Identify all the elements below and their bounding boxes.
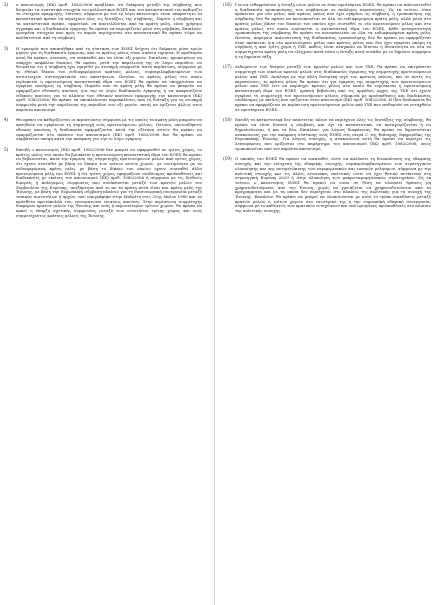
paragraph-text: ο κανονισμός (ΕΚ) αριθ. 1082/2006 προβλέπει ότι διάκριση μεταξύ της σύμβασης που δεσμεύει τα συστατικά στοιχεία του μελλοντικού ΕΟΕΣ και του καταστατικού του καθορίζει τα στοιχεία εφαρμογής. Ωστόσο, σύμφωνα με τον εν λόγω κανονισμό, είναι απαραίτητο τα καταστατικά πρέπει να περιέχουν όλες τις διατάξεις της σύμβασης. Παρότι η σύμβαση και τα καταστατικά πρέπει, αμφότερα, να αποτελλόνται από τα κράτη μέλη, είναι χρήσιμο έγγραφα και η διαδικασία έγκρισης θα πρέπει να περιορίζεται μόνο στη σύμβαση. Επιπλέον, ορισμένα στοιχεία που προς το παρόν περιέχονται στο καταστατικό θα πρέπει τώρα να καλύπτονται από τη σύμβαση.: [16, 2, 202, 40]
paragraph-number: (17): [223, 64, 232, 70]
paragraph-text: Δεδομένων των δεσμών μεταξύ των κρατών μελών και των ΥΧΕ, θα πρέπει να επιτρέπεται συμμετοχή των οικείων κρατών μελών στις διαδικασίες έγκρισης της συμμετοχής προτεινόμενων μελών από ΥΧΕ. Ανάλογα με την άλλη δυνητική ισχύ του κράτους μέλους, και σε αυτές τις περιπτώσεις, το κράτος μέλος θα πρέπει ότι για έγκριση της συμμετοχής των προτεινόμενων μελών από ΥΧΕ είτε να παράσχει κράτος μέλος στο οποίο θα ευρίσκεται η προτεινόμενη καταστατική έδρα του ΕΟΕΣ, γραπτή βεβαίωση από τις αρμόδιες αρχές της ΥΧΕ ότι έχουν εγκρίνει τη συμμετοχή του προτεινόμενου μέλους σύμφωνα με προϋποθέσεις και διαδικασίες ισοδύναμες με εκείνες που ορίζονται στον κανονισμό (ΕΚ) αριθ. 1082/2006. Η ίδια διαδικασία θα πρέπει να εφαρμόζεται σε περίπτωση προτεινόμενων μελών από ΥΧΕ που επιθυμούν να ενταχθούν σε υφιστάμενο ΕΟΕΣ.: [235, 64, 431, 112]
paragraph: [4, 3, 202, 41]
paragraph-number: (19): [223, 156, 232, 162]
paragraph: [223, 65, 431, 112]
paragraph-number: (18): [223, 117, 232, 123]
paragraph: [4, 118, 202, 142]
paragraph-text: Επειδή τα καταστατικά δεν απαιτείται πλέον να περιέχουν όλες τις διατάξεις της σύμβασης, θα πρέπει να είναι δυνατό η σύμβαση, και όχι τα καταστατικά, να καταχωρίζονται ή να δημοσιεύονται, ή και τα δύο. Επιπλέον, για λόγους διαφάνειας, θα πρέπει να δημοσιεύεται ανακοίνωση για την απόφαση σύστασης ενός ΕΟΕΣ στη σειρά C της Επίσημης Εφημερίδας της Ευρωπαϊκής Ένωσης. Για λόγους συνοχής, η ανακοίνωση αυτή θα πρέπει να περιέχει τις λεπτομέρειες που ορίζονται στο παράρτημα του κανονισμού (ΕΚ) αριθ. 1082/2006, όπως τροποποιείται από τον παρόντα κανονισμό.: [235, 117, 431, 151]
paragraph: [4, 148, 202, 219]
paragraph-number: 3): [4, 45, 9, 51]
paragraph-text: Θα πρέπει να καθορίζονται οι περιπτώσεις σύμφωνα με τις οποίες τα κράτη μέλη μπορούν να αρνηθούν να εγκρίνουν τη συμμετοχή ενός προτεινόμενου μέλους. Ωστόσο, οποιοσδήποτε εθνικός κανόνας ή διαδικασία εφαρμόζονται κατά την εξέταση αυτών θα πρέπει να εφαρμόζονται στο πλαίσιο του κανονισμού (ΕΚ) αριθ. 1082/2006 δεν θα πρέπει να λαμβάνεται υπόψη κατά την απόφαση για την εν λόγω έγκριση.: [16, 117, 202, 142]
paragraph: [223, 3, 431, 59]
paragraph-number: 2): [4, 2, 9, 7]
paragraph: [4, 47, 202, 113]
paragraph-text: Η εμπειρία που αποκτήθηκε από τη σύσταση των ΕΟΕΣ δείχνει ότι διάρκεια μόνο τριών μηνών για τη διαδικασία έγκρισης από το κράτος μέλος είναι σπάνια τηρητέα. Η προθεσμία αυτή θα πρέπει, συνεπώς, να επεκταθεί και να είναι εξι μηνών. Επιπλέον, προκειμένου να υπάρχει ασφάλεια δικαίου, θα πρέπει, μετά την παρέλευση της εν λόγω περιόδου, να θεωρείται ότι η σύμβαση έχει εγκριθεί με σιωπηρή συμφωνία, κατά περίπτωση, σύμφωνα με το εθνικό δίκαιο του ενδιαφερόμενου κράτους μέλους, συμπεριλαμβανομένων των αντίστοιχων συνταγματικών του απαιτήσεων. Ωστόσο, το κράτος μέλος στο οποίο ευρίσκεται η προτεινόμενη καταστατική έδρα του ΕΟΕΣ θα πρέπει να υποχρεούται να εγκρίνει επισήμως τη σύμβαση. Παρόλο που τα κράτη μέλη θα πρέπει να μπορούν να εφαρμόζουν εθνικούς κανόνες για την εν λόγω διαδικασία έγκρισης ή να αποφασίζουν ειδικούς κανόνες για το πλαίσιο των εθνικών κανόνων εφαρμογής του κανονισμού (ΕΚ) αριθ. 1082/2006, θα πρέπει να αποκλείονται παρεκκλίσεις από τη διάταξη για τη σιωπηρή συμφωνία μετά την παρέλευση της περιόδου των εξι μηνών, εκτός αν ορίζεται άλλως στον παρόντα κανονισμό.: [16, 45, 202, 112]
paragraph-number: (16): [223, 2, 232, 7]
paragraph-number: 5): [4, 146, 9, 152]
column-divider: [214, 0, 215, 605]
paragraph-number: 4): [4, 117, 9, 123]
paragraph-text: Ο σκοπός του ΕΟΕΣ θα πρέπει να επεκταθεί, ώστε να καλύπτει τη διευκόλυνση της εδαφικής συνοχής και την ενίσχυση της εδαφικής συνοχής, συμπεριλαμβανομένων των στρατηγικών υλοποίησης και της αντιμετώπισης των περιφερειακών και τοπικών μέλησμων, σύμφωνα με την πολιτική συνοχής και τις άλλες ενωσιακές πολιτικές ώστε να έχει θετικό αντίκτυπο στη στρατηγική Ευρώπη 2020 ή στην υλοποίηση των μακρο-περιφερειακών στρατηγικών. Ως εκ τούτου, ο κανονισμός ΕΟΕΣ θα πρέπει να είναι σε θέση να υλοποιεί δράσεις μη χρηματοδοτούμενες από την Ένωση, χωρίς να χρειάζεται να χρηματοδοτούνται από τα προγράμματα και με τα οποία δεν περιέχεται στο πλαίσιο της πολιτικής για τη συνοχή της Ένωσης. Επιπλέον, θα πρέπει να μπορεί να υλοποιούνται με αυτό το τρόπο επενδύσεις μεταξύ κρατών μελών ή τρίτων χωρών στο εσωτερικό της ή την ευρωπαϊκή εδαφική συνεργασία, σύμφωνα με το καθεστώς των κρατικών ενισχύσεων και υπό ορισμένες προϋποθέσεις στο πλαίσιο της πολιτικής συνοχής.: [235, 156, 431, 214]
paragraph-text: Επειδή ο κανονισμός (ΕΚ) αριθ. 1082/2006 δεν μπορεί να εφαρμοσθεί σε τρίτες χώρες, το κράτος μέλος στο οποίο θα βρίσκεται η προτεινόμενη καταστατική έδρα του ΕΟΕΣ θα πρέπει να βεβαιώνεται, κατά την έγκριση της συμμετοχής προτεινόμενων μελών από τρίτες χώρες, ότι έχουν συσταθεί με βάση το δίκαιο των τρίτων αυτών χωρών, με ισοτιμότητα με τα ενδιαφερόμενα κράτη μέλη, με βάση το δίκαιο του οποίου έχουν συσταθεί άλλα προτεινόμενα μέλη του ΕΟΕΣ ή ότι τρίτες χώρες εφαρμόζουν ισοδύναμες προϋποθέσεις και διαδικασίες με εκείνες του κανονισμού (ΕΚ) αριθ. 1082/2006 ή σύμφωνα με τις διεθνείς διμερείς ή πολυμερείς συμφωνίες που συνάπτονται μεταξύ των κρατών μελών του Συμβουλίου της Ευρώπης, ανεξάρτητα από το αν τα κράτη αυτά είναι και κράτη μέλη της Ένωσης, με βάση την Ευρωπαϊκή σύμβαση-πλαίσιο για τη διασυνοριακή συνεργασία μεταξύ τοπικών κοινοτήτων ή αρχών, που υπογράφηκε στην Μαδρίτη στις 21ης Μαΐου 1980 και τα πρόσθετα πρωτόκολλά του, ενσωματώνει ενιαίους κανόνες. Στην περίπτωση συμμετοχής διαφόρων κρατών μελών της Ένωσης και ενός ή περισσότερων τρίτων χωρών, θα πρέπει να αρκεί η ύπαρξη σχετικής συμφωνίας μεταξύ των οντοτήτων τρίτης χώρας και ενός συμμετέχοντος κράτους μέλους της Ένωσης.: [16, 146, 202, 218]
paragraph: [223, 118, 431, 151]
paragraph-text: Για να ενθαρρύνεται η ένταξη νέων μελών σε έναν υφιστάμενο ΕΟΕΣ, θα πρέπει να απλουστευθεί η διαδικασία τροποποίησης των συμβάσεων σε ανάλογες περιπτώσεις. Ως εκ τούτου, όταν πρόκειται για νέο μέλος από κράτος μέλος που έχει εγκρίνει τη σύμβαση, η τροποποίηση της σύμβασης δεν θα πρέπει να κοινοποιείται σε όλα τα ενδιαφερόμενα κράτη μέλη, αλλά μόνο στο κράτος μέλος βάσει του δικαίου του οποίου έχει συσταθεί το νέο προτεινόμενο μέλος και στο κράτος μέλος στο οποίο ευρίσκεται η καταστατική έδρα του ΕΟΕΣ. Κάθε μεταγενέστερη τροποποίηση της σύμβασης θα πρέπει να κοινοποιείται σε όλα τα ενδιαφερόμενα κράτη μέλη. Ωστόσο, παρόμοια απλουστευση της διαδικασίας τροποποίησης δεν θα πρέπει να εφαρμόζεται όταν πρόκειται για νέο προτεινόμενο μέλος από κράτος μέλος που δεν έχει εγκρίνει ακόμη τη σύμβαση ή από τρίτη χώρα ή ΥΧΕ, καθώς είναι αναγκαίο να δίνεται η δυνατότητα σε όλα τα συμμετέχοντα κράτη μέλη να ελέγχουν κατά πόσο η ένταξη αυτή συνάδει με το δημόσιο συμφέρον ή τη δημόσια τάξη.: [235, 2, 431, 59]
paragraph: [223, 157, 431, 213]
right-column: [223, 3, 431, 220]
left-column: [4, 3, 202, 225]
